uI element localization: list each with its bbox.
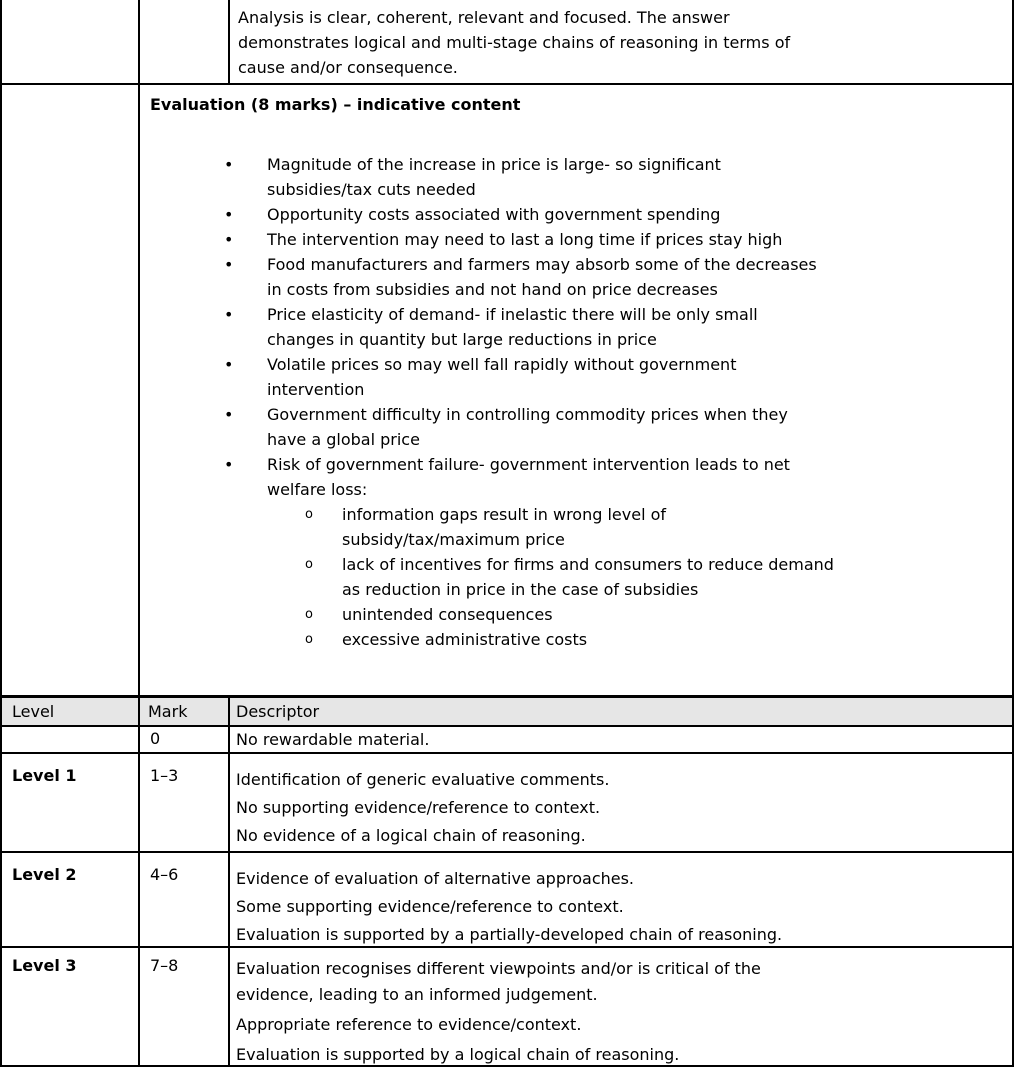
text-line: The intervention may need to last a long time if prices stay high — [267, 230, 783, 249]
text-line: evidence, leading to an informed judgement. — [236, 985, 598, 1004]
levels-table-row — [2, 948, 1012, 1067]
evaluation-bullet-list — [140, 152, 1012, 652]
text-line: Identification of generic evaluative comments. — [236, 770, 610, 789]
descriptor-paragraph — [236, 1042, 1012, 1068]
descriptor-header-cell: Descriptor — [236, 702, 320, 721]
text-line: subsidy/tax/maximum price — [342, 530, 565, 549]
text-line: information gaps result in wrong level of — [342, 505, 667, 524]
levels-table-row — [2, 853, 1012, 948]
bullet-marker-icon: • — [224, 455, 234, 474]
mark-header-cell: Mark — [140, 698, 230, 725]
descriptor-paragraph — [236, 1012, 1012, 1038]
text-line: as reduction in price in the case of subsidies — [342, 580, 699, 599]
analysis-cell — [230, 0, 1012, 83]
text-line: Volatile prices so may well fall rapidly without government — [267, 355, 737, 374]
text-line: Appropriate reference to evidence/context. — [236, 1015, 582, 1034]
bullet-item — [140, 402, 1012, 452]
bullet-marker-icon: • — [224, 230, 234, 249]
text-line: Evaluation recognises different viewpoints and/or is critical of the — [236, 959, 761, 978]
bullet-item — [140, 152, 1012, 202]
descriptor-paragraph — [236, 956, 1012, 1008]
text-line: subsidies/tax cuts needed — [267, 180, 476, 199]
evaluation-heading: Evaluation (8 marks) – indicative content — [150, 95, 521, 114]
level-cell: Level 3 — [2, 948, 140, 1065]
sub-bullet-marker-icon: o — [305, 507, 313, 522]
text-line: welfare loss: — [267, 480, 368, 499]
descriptor-cell — [230, 853, 1012, 946]
text-line: Evidence of evaluation of alternative approaches. — [236, 869, 635, 888]
bullet-marker-icon: • — [224, 205, 234, 224]
mark-cell: 7–8 — [140, 948, 230, 1065]
bullet-marker-icon: • — [224, 355, 234, 374]
sub-bullet-marker-icon: o — [305, 607, 313, 622]
text-line: in costs from subsidies and not hand on price decreases — [267, 280, 718, 299]
analysis-empty-cell-2 — [140, 0, 230, 83]
levels-table-row — [2, 754, 1012, 853]
text-line: intervention — [267, 380, 365, 399]
evaluation-empty-cell — [2, 85, 140, 695]
analysis-empty-cell-1 — [2, 0, 140, 83]
level-header-cell: Level — [2, 698, 140, 725]
text-line: Some supporting evidence/reference to context. — [236, 897, 624, 916]
bullet-item — [140, 352, 1012, 402]
text-line: Evaluation is supported by a partially-developed chain of reasoning. — [236, 925, 783, 944]
mark-cell: 4–6 — [140, 853, 230, 946]
descriptor-paragraph — [236, 822, 1012, 850]
descriptor-cell — [230, 727, 1012, 752]
text-line: Risk of government failure- government intervention leads to net — [267, 455, 790, 474]
text-line: have a global price — [267, 430, 420, 449]
text-line: excessive administrative costs — [342, 630, 588, 649]
level-cell — [2, 727, 140, 752]
text-line: Government difficulty in controlling commodity prices when they — [267, 405, 788, 424]
descriptor-paragraph — [236, 729, 1012, 751]
text-line: cause and/or consequence. — [238, 58, 458, 77]
levels-table-body — [2, 727, 1012, 1067]
mark-cell: 1–3 — [140, 754, 230, 851]
bullet-marker-icon: • — [224, 305, 234, 324]
bullet-marker-icon: • — [224, 405, 234, 424]
text-line: Food manufacturers and farmers may absorb some of the decreases — [267, 255, 817, 274]
bullet-item — [140, 202, 1012, 227]
sub-bullet-item — [140, 552, 1012, 602]
text-line: Analysis is clear, coherent, relevant and focused. The answer — [238, 8, 730, 27]
descriptor-paragraph — [236, 893, 1012, 921]
bullet-marker-icon: • — [224, 155, 234, 174]
text-line: lack of incentives for firms and consumers to reduce demand — [342, 555, 834, 574]
bullet-item — [140, 302, 1012, 352]
bullet-item — [140, 227, 1012, 252]
levels-header-row — [2, 697, 1012, 727]
level-cell: Level 1 — [2, 754, 140, 851]
bullet-item — [140, 252, 1012, 302]
text-line: changes in quantity but large reductions in price — [267, 330, 657, 349]
text-line: Opportunity costs associated with government spending — [267, 205, 721, 224]
sub-bullet-item — [140, 627, 1012, 652]
mark-cell: 0 — [140, 727, 230, 752]
text-line: Price elasticity of demand- if inelastic there will be only small — [267, 305, 758, 324]
level-cell: Level 2 — [2, 853, 140, 946]
descriptor-paragraph — [236, 921, 1012, 949]
evaluation-cell — [140, 85, 1012, 695]
bullet-item — [140, 452, 1012, 502]
text-line: unintended consequences — [342, 605, 553, 624]
sub-bullet-item — [140, 602, 1012, 627]
levels-table-row — [2, 727, 1012, 754]
text-line: No evidence of a logical chain of reasoning. — [236, 826, 586, 845]
text-line: No rewardable material. — [236, 730, 430, 749]
analysis-row — [2, 0, 1012, 85]
descriptor-paragraph — [236, 766, 1012, 794]
bullet-marker-icon: • — [224, 255, 234, 274]
text-line: Evaluation is supported by a logical chain of reasoning. — [236, 1045, 680, 1064]
descriptor-paragraph — [236, 865, 1012, 893]
descriptor-cell — [230, 754, 1012, 851]
descriptor-cell — [230, 948, 1012, 1065]
sub-bullet-marker-icon: o — [305, 557, 313, 572]
text-line: Magnitude of the increase in price is large- so significant — [267, 155, 721, 174]
evaluation-row — [2, 85, 1012, 697]
sub-bullet-item — [140, 502, 1012, 552]
text-line: No supporting evidence/reference to context. — [236, 798, 601, 817]
descriptor-paragraph — [236, 794, 1012, 822]
text-line: demonstrates logical and multi-stage chains of reasoning in terms of — [238, 33, 791, 52]
sub-bullet-marker-icon: o — [305, 632, 313, 647]
